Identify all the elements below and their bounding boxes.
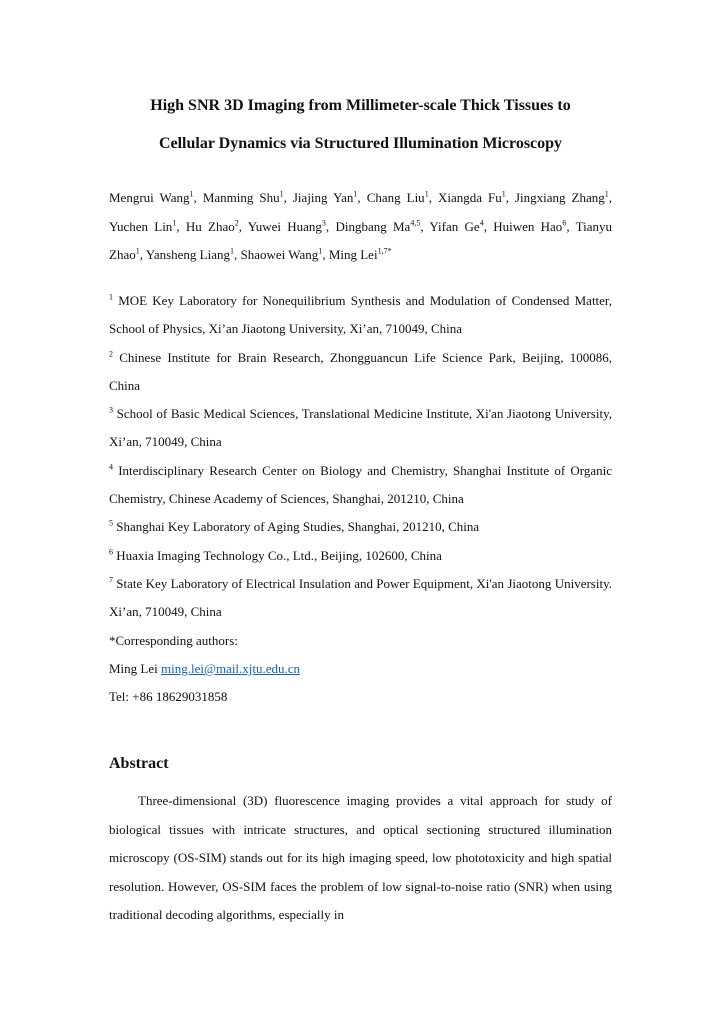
author-affiliation-mark: 2 [234, 218, 239, 228]
affiliation-number: 7 [109, 575, 113, 585]
affiliation-item [109, 570, 612, 627]
affiliation-text: Interdisciplinary Research Center on Biology and Chemistry, Shanghai Institute of Organic Chemistry, Chinese Academy of Sciences, Shanghai, 201210, China [109, 462, 612, 507]
author-affiliation-mark: 1 [318, 246, 323, 256]
author-affiliation-mark: 1 [189, 189, 194, 199]
author-name: Yuchen Lin [109, 218, 173, 234]
affiliation-text: Chinese Institute for Brain Research, Zhongguancun Life Science Park, Beijing, 100086, China [109, 349, 612, 393]
affiliation-number: 6 [109, 547, 113, 557]
author-affiliation-mark: 1 [501, 189, 506, 199]
affiliation-number: 3 [109, 405, 113, 415]
corresponding-name: Ming Lei [109, 660, 158, 676]
author-name: Huiwen Hao [493, 218, 563, 234]
affiliation-number: 5 [109, 519, 113, 529]
paper-title-line-2: Cellular Dynamics via Structured Illumination Microscopy [158, 135, 563, 152]
affiliation-item [109, 287, 612, 344]
affiliation-item [109, 513, 612, 541]
author-name: Mengrui Wang [109, 190, 190, 205]
affiliation-item [109, 344, 612, 401]
author-name: Yansheng Liang [145, 247, 231, 262]
abstract-text: Three-dimensional (3D) fluorescence imaging provides a vital approach for study of biological tissues with intricate structures, and optical sectioning structured illumination microscopy (OS-SIM) stands out for its high imaging speed, low phototoxicity and high spatial resolution. However, OS-SIM faces the problem of low signal-to-noise ratio (SNR) when using traditional decoding algorithms, especially in [109, 793, 612, 923]
author-name: Jiajing Yan [292, 190, 354, 205]
author-name: Xiangda Fu [437, 190, 502, 205]
affiliation-text: Shanghai Key Laboratory of Aging Studies, Shanghai, 201210, China [113, 519, 480, 535]
author-affiliation-mark: 1 [353, 189, 358, 199]
author-affiliation-mark: 1 [604, 189, 609, 199]
author-name: Hu Zhao [185, 218, 235, 234]
author-affiliation-mark: 1 [424, 189, 429, 199]
affiliation-item [109, 400, 612, 457]
author-name: Yifan Ge [429, 218, 480, 234]
author-affiliation-mark: 1 [279, 189, 284, 199]
author-name: Shaowei Wang [240, 247, 319, 262]
author-list: Mengrui Wang$^1$, Manming Shu$^1$, Jiajing Yan$^1$, Chang Liu$^1$, Xiangda Fu$^1$, Jingxiang Zhang$^1$, Yuchen Lin$^1$, Hu Zhao$^2$, Yuwei Huang$^3$, Dingbang Ma$^{4,5}$, Yifan Ge$^4$, Huiwen Hao$^6$, Tianyu Zhao$^1$, Yansheng Liang$^1$, Shaowei Wang$^1$, Ming Lei$^{1,7*}$ [109, 189, 613, 262]
author-affiliation-mark: 4 [479, 218, 484, 228]
author-affiliation-mark: 3 [321, 218, 326, 228]
author-affiliation-mark: 1,7* [377, 246, 392, 256]
author-name: Manming Shu [202, 190, 280, 205]
abstract-heading: Abstract [109, 755, 169, 772]
affiliation-text: Huaxia Imaging Technology Co., Ltd., Beijing, 102600, China [113, 547, 442, 563]
telephone: Tel: +86 18629031858 [109, 689, 228, 705]
corresponding-contact [109, 655, 612, 683]
affiliation-text: School of Basic Medical Sciences, Translational Medicine Institute, Xi'an Jiaotong University, Xi’an, 710049, China [109, 406, 612, 450]
author-affiliation-mark: 1 [135, 246, 140, 256]
affiliation-text: MOE Key Laboratory for Nonequilibrium Synthesis and Modulation of Condensed Matter, School of Physics, Xi’an Jiaotong University, Xi’an, 710049, China [109, 293, 612, 337]
affiliation-list [109, 287, 612, 711]
affiliation-text: State Key Laboratory of Electrical Insulation and Power Equipment, Xi'an Jiaotong University. Xi’an, 710049, China [109, 575, 612, 620]
paper-title-line-1: High SNR 3D Imaging from Millimeter-scale Thick Tissues to [150, 97, 571, 114]
affiliation-item [109, 457, 612, 514]
author-name: Ming Lei [328, 247, 378, 262]
affiliation-item [109, 542, 612, 570]
author-name: Yuwei Huang [247, 218, 322, 234]
corresponding-label: *Corresponding authors: [109, 632, 238, 648]
author-affiliation-mark: 1 [172, 218, 177, 228]
corresponding-email-link[interactable]: ming.lei@mail.xjtu.edu.cn [161, 660, 301, 676]
author-name: Dingbang Ma [335, 218, 411, 234]
affiliation-number: 4 [109, 462, 113, 472]
author-affiliation-mark: 6 [562, 218, 567, 228]
author-name: Chang Liu [366, 190, 425, 205]
author-affiliation-mark: 4,5 [410, 218, 421, 228]
author-name: Jingxiang Zhang [515, 190, 605, 205]
affiliation-number: 1 [109, 292, 113, 302]
author-affiliation-mark: 1 [230, 246, 235, 256]
author-name: Tianyu Zhao [109, 218, 612, 262]
affiliation-number: 2 [109, 349, 113, 359]
